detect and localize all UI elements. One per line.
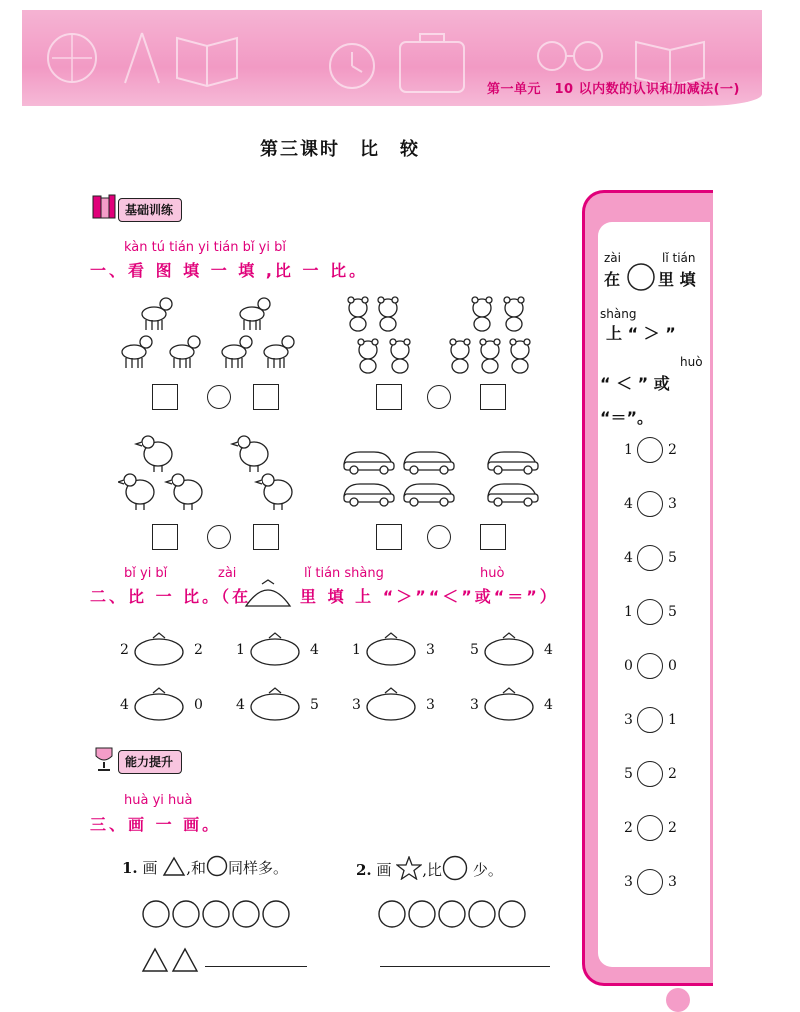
- side-right-number: 5: [668, 550, 677, 566]
- q2-right-number: 0: [194, 697, 203, 713]
- q2-pinyin-d: huò: [480, 566, 505, 581]
- task1-text-b: ,和: [186, 859, 207, 877]
- side-right-number: 2: [668, 442, 677, 458]
- side-pinyin-huo: huò: [680, 355, 703, 369]
- task2-number: 2.: [356, 861, 372, 879]
- chickens-illustration: [118, 430, 318, 516]
- answer-box[interactable]: [376, 524, 402, 550]
- q2-left-number: 1: [352, 642, 361, 658]
- task1-number: 1.: [122, 859, 138, 877]
- globe-icon: [42, 28, 102, 88]
- q2-right-number: 3: [426, 642, 435, 658]
- compass-icon: [117, 28, 167, 88]
- q2-right-number: 2: [194, 642, 203, 658]
- unit-label: 第一单元 10 以内数的认识和加减法(一): [487, 82, 740, 97]
- alarm-clock-icon: [322, 28, 382, 98]
- answer-box[interactable]: [480, 524, 506, 550]
- q2-left-number: 1: [236, 642, 245, 658]
- answer-box[interactable]: [376, 384, 402, 410]
- given-triangles: [140, 945, 200, 973]
- compare-circle[interactable]: [207, 525, 231, 549]
- books-icon: [90, 192, 118, 222]
- circle-icon: [206, 855, 228, 877]
- q2-left-number: 4: [236, 697, 245, 713]
- section-badge-basic: 基础训练: [118, 198, 182, 222]
- star-icon: [396, 856, 422, 880]
- given-circles: [376, 898, 532, 930]
- q2-pinyin-b: zài: [218, 566, 237, 581]
- side-compare-circle[interactable]: [637, 491, 663, 517]
- side-right-number: 0: [668, 658, 677, 674]
- shell-answer-blank[interactable]: [132, 628, 186, 668]
- task1-line: [122, 855, 288, 878]
- side-left-number: 4: [624, 496, 633, 512]
- drawing-answer-line[interactable]: [205, 966, 307, 967]
- side-char-huo: “ ＜ ” 或: [600, 374, 670, 393]
- given-circles: [140, 898, 296, 930]
- side-char-litian: 里 填: [658, 270, 696, 289]
- side-pinyin-litian: lǐ tián: [662, 251, 696, 265]
- shell-answer-blank[interactable]: [248, 683, 302, 723]
- side-left-number: 3: [624, 874, 633, 890]
- q2-left-number: 2: [120, 642, 129, 658]
- side-left-number: 4: [624, 550, 633, 566]
- side-right-number: 2: [668, 766, 677, 782]
- schoolbag-icon: [392, 28, 472, 98]
- q2-right-number: 3: [426, 697, 435, 713]
- side-left-number: 1: [624, 442, 633, 458]
- dogs-illustration: [118, 292, 318, 374]
- side-left-number: 1: [624, 604, 633, 620]
- shell-answer-blank[interactable]: [482, 683, 536, 723]
- side-right-number: 1: [668, 712, 677, 728]
- side-char-equal: “＝”。: [600, 408, 654, 427]
- side-left-number: 0: [624, 658, 633, 674]
- trophy-icon: [90, 744, 118, 774]
- q2-right-number: 4: [544, 642, 553, 658]
- side-right-number: 3: [668, 874, 677, 890]
- compare-circle[interactable]: [427, 385, 451, 409]
- answer-box[interactable]: [152, 524, 178, 550]
- side-right-number: 3: [668, 496, 677, 512]
- side-compare-circle[interactable]: [637, 545, 663, 571]
- side-right-number: 2: [668, 820, 677, 836]
- task2-text-a: 画: [376, 861, 392, 879]
- q2-pinyin-a: bǐ yi bǐ: [124, 566, 168, 581]
- task2-text-c: 少。: [472, 861, 503, 879]
- shell-answer-blank[interactable]: [364, 683, 418, 723]
- side-left-number: 3: [624, 712, 633, 728]
- answer-box[interactable]: [253, 524, 279, 550]
- side-circle-icon: [626, 262, 656, 292]
- side-compare-circle[interactable]: [637, 653, 663, 679]
- q2-heading-b: 里 填 上 “＞”“＜”或“＝”）: [300, 587, 559, 606]
- q2-left-number: 5: [470, 642, 479, 658]
- shell-answer-blank[interactable]: [132, 683, 186, 723]
- answer-box[interactable]: [480, 384, 506, 410]
- compare-circle[interactable]: [207, 385, 231, 409]
- page-corner-dot: [666, 988, 690, 1012]
- answer-box[interactable]: [253, 384, 279, 410]
- q2-left-number: 3: [352, 697, 361, 713]
- q2-left-number: 4: [120, 697, 129, 713]
- side-char-zai: 在: [604, 270, 621, 289]
- shell-answer-blank[interactable]: [364, 628, 418, 668]
- task2-text-b: ,比: [422, 861, 443, 879]
- side-left-number: 5: [624, 766, 633, 782]
- task1-text-a: 画: [142, 859, 158, 877]
- side-compare-circle[interactable]: [637, 437, 663, 463]
- side-right-number: 5: [668, 604, 677, 620]
- glasses-icon: [532, 28, 612, 78]
- q2-pinyin-c: lǐ tián shàng: [304, 566, 384, 581]
- side-compare-circle[interactable]: [637, 761, 663, 787]
- compare-circle[interactable]: [427, 525, 451, 549]
- side-pinyin-shang: shàng: [600, 307, 637, 321]
- q2-right-number: 5: [310, 697, 319, 713]
- side-pinyin-zai: zài: [604, 251, 621, 265]
- bears-illustration: [340, 294, 540, 374]
- lesson-title: 第三课时 比 较: [260, 139, 420, 160]
- book-icon: [172, 28, 242, 88]
- task1-text-c: 同样多。: [228, 859, 289, 877]
- triangle-icon: [162, 856, 186, 876]
- shell-answer-blank[interactable]: [248, 628, 302, 668]
- side-compare-circle[interactable]: [637, 599, 663, 625]
- q3-heading: 三、画 一 画。: [90, 815, 222, 834]
- q1-heading: 一、看 图 填 一 填 ,比 一 比。: [90, 261, 369, 280]
- shell-blank-icon: [242, 578, 294, 610]
- side-compare-circle[interactable]: [637, 815, 663, 841]
- q1-pinyin: kàn tú tián yi tián bǐ yi bǐ: [124, 240, 286, 255]
- answer-box[interactable]: [152, 384, 178, 410]
- drawing-answer-line[interactable]: [380, 966, 550, 967]
- q2-right-number: 4: [544, 697, 553, 713]
- q2-right-number: 4: [310, 642, 319, 658]
- circle-icon: [442, 855, 468, 881]
- side-left-number: 2: [624, 820, 633, 836]
- side-compare-circle[interactable]: [637, 869, 663, 895]
- side-compare-circle[interactable]: [637, 707, 663, 733]
- side-char-shang: 上 “ ＞ ”: [606, 324, 676, 343]
- q2-left-number: 3: [470, 697, 479, 713]
- q2-heading-a: 二、比 一 比。（在: [90, 587, 252, 606]
- cars-illustration: [340, 446, 550, 510]
- section-badge-ability: 能力提升: [118, 750, 182, 774]
- shell-answer-blank[interactable]: [482, 628, 536, 668]
- q3-pinyin: huà yi huà: [124, 793, 193, 808]
- task2-line: [356, 855, 503, 881]
